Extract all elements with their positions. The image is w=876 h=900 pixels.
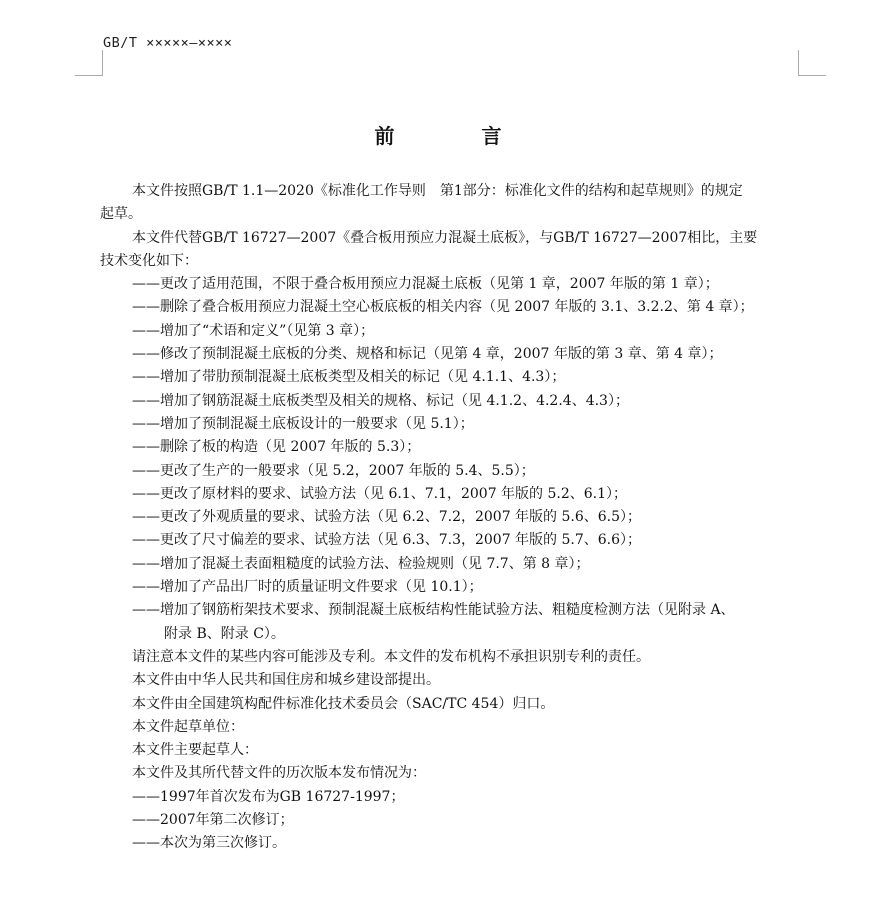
paragraph-line: 技术变化如下： bbox=[100, 252, 198, 269]
changes-list bbox=[100, 273, 805, 646]
history-item: ——2007年第二次修订； bbox=[132, 812, 294, 829]
list-item-line: 附录 B、附录 C）。 bbox=[164, 625, 285, 642]
note-proposed-by: 本文件由中华人民共和国住房和城乡建设部提出。 bbox=[132, 672, 440, 689]
note-patent: 请注意本文件的某些内容可能涉及专利。本文件的发布机构不承担识别专利的责任。 bbox=[132, 648, 650, 665]
note-committee: 本文件由全国建筑构配件标准化技术委员会（SAC/TC 454）归口。 bbox=[132, 695, 555, 712]
list-item: ——删除了叠合板用预应力混凝土空心板底板的相关内容（见 2007 年版的 3.1、3.2.2、第 4 章）； bbox=[132, 299, 754, 316]
list-item: ——增加了混凝土表面粗糙度的试验方法、检验规则（见 7.7、第 8 章）； bbox=[132, 555, 590, 572]
notes-section bbox=[100, 646, 805, 786]
list-item: ——修改了预制混凝土底板的分类、规格和标记（见第 4 章，2007 年版的第 3 章、第 4 章）； bbox=[132, 346, 723, 363]
page-corner-mark-left bbox=[75, 50, 103, 76]
document-code-header: GB/T ×××××—×××× bbox=[103, 35, 233, 51]
page-title: 前 言 bbox=[374, 124, 542, 148]
document-body bbox=[100, 180, 805, 856]
list-item-line: ——增加了钢筋桁架技术要求、预制混凝土底板结构性能试验方法、粗糙度检测方法（见附录 A、 bbox=[132, 602, 735, 619]
paragraph-line: 本文件按照GB/T 1.1—2020《标准化工作导则 第1部分：标准化文件的结构和起草规则》的规定 bbox=[132, 183, 743, 199]
history-item: ——1997年首次发布为GB 16727-1997； bbox=[132, 788, 405, 805]
paragraph-line: 起草。 bbox=[100, 206, 142, 223]
list-item: ——增加了带肋预制混凝土底板类型及相关的标记（见 4.1.1、4.3）； bbox=[132, 369, 566, 386]
list-item: ——更改了外观质量的要求、试验方法（见 6.2、7.2，2007 年版的 5.6、6.5）； bbox=[132, 509, 642, 526]
list-item: ——增加了产品出厂时的质量证明文件要求（见 10.1）； bbox=[132, 579, 483, 596]
note-drafting-units: 本文件起草单位： bbox=[132, 718, 244, 735]
note-drafters: 本文件主要起草人： bbox=[132, 742, 258, 759]
paragraph-replacement bbox=[100, 227, 805, 274]
paragraph-line: 本文件代替GB/T 16727—2007《叠合板用预应力混凝土底板》，与GB/T 16727—2007相比，主要 bbox=[132, 229, 758, 246]
note-history-intro: 本文件及其所代替文件的历次版本发布情况为： bbox=[132, 765, 426, 782]
page-corner-mark-right bbox=[798, 50, 826, 76]
history-item: ——本次为第三次修订。 bbox=[132, 835, 286, 852]
paragraph-drafting-rules bbox=[100, 180, 805, 227]
list-item: ——删除了板的构造（见 2007 年版的 5.3）； bbox=[132, 439, 421, 456]
history-list bbox=[100, 786, 805, 856]
list-item: ——更改了适用范围，不限于叠合板用预应力混凝土底板（见第 1 章，2007 年版的第 1 章）； bbox=[132, 276, 719, 293]
list-item bbox=[100, 599, 805, 646]
list-item: ——更改了原材料的要求、试验方法（见 6.1、7.1，2007 年版的 5.2、6.1）； bbox=[132, 485, 628, 502]
list-item: ——增加了预制混凝土底板设计的一般要求（见 5.1）； bbox=[132, 415, 474, 432]
list-item: ——更改了生产的一般要求（见 5.2，2007 年版的 5.4、5.5）； bbox=[132, 462, 535, 479]
list-item: ——增加了“术语和定义”（见第 3 章）； bbox=[132, 322, 375, 339]
list-item: ——增加了钢筋混凝土底板类型及相关的规格、标记（见 4.1.2、4.2.4、4.3）； bbox=[132, 392, 629, 409]
list-item: ——更改了尺寸偏差的要求、试验方法（见 6.3、7.3，2007 年版的 5.7、6.6）； bbox=[132, 532, 642, 549]
